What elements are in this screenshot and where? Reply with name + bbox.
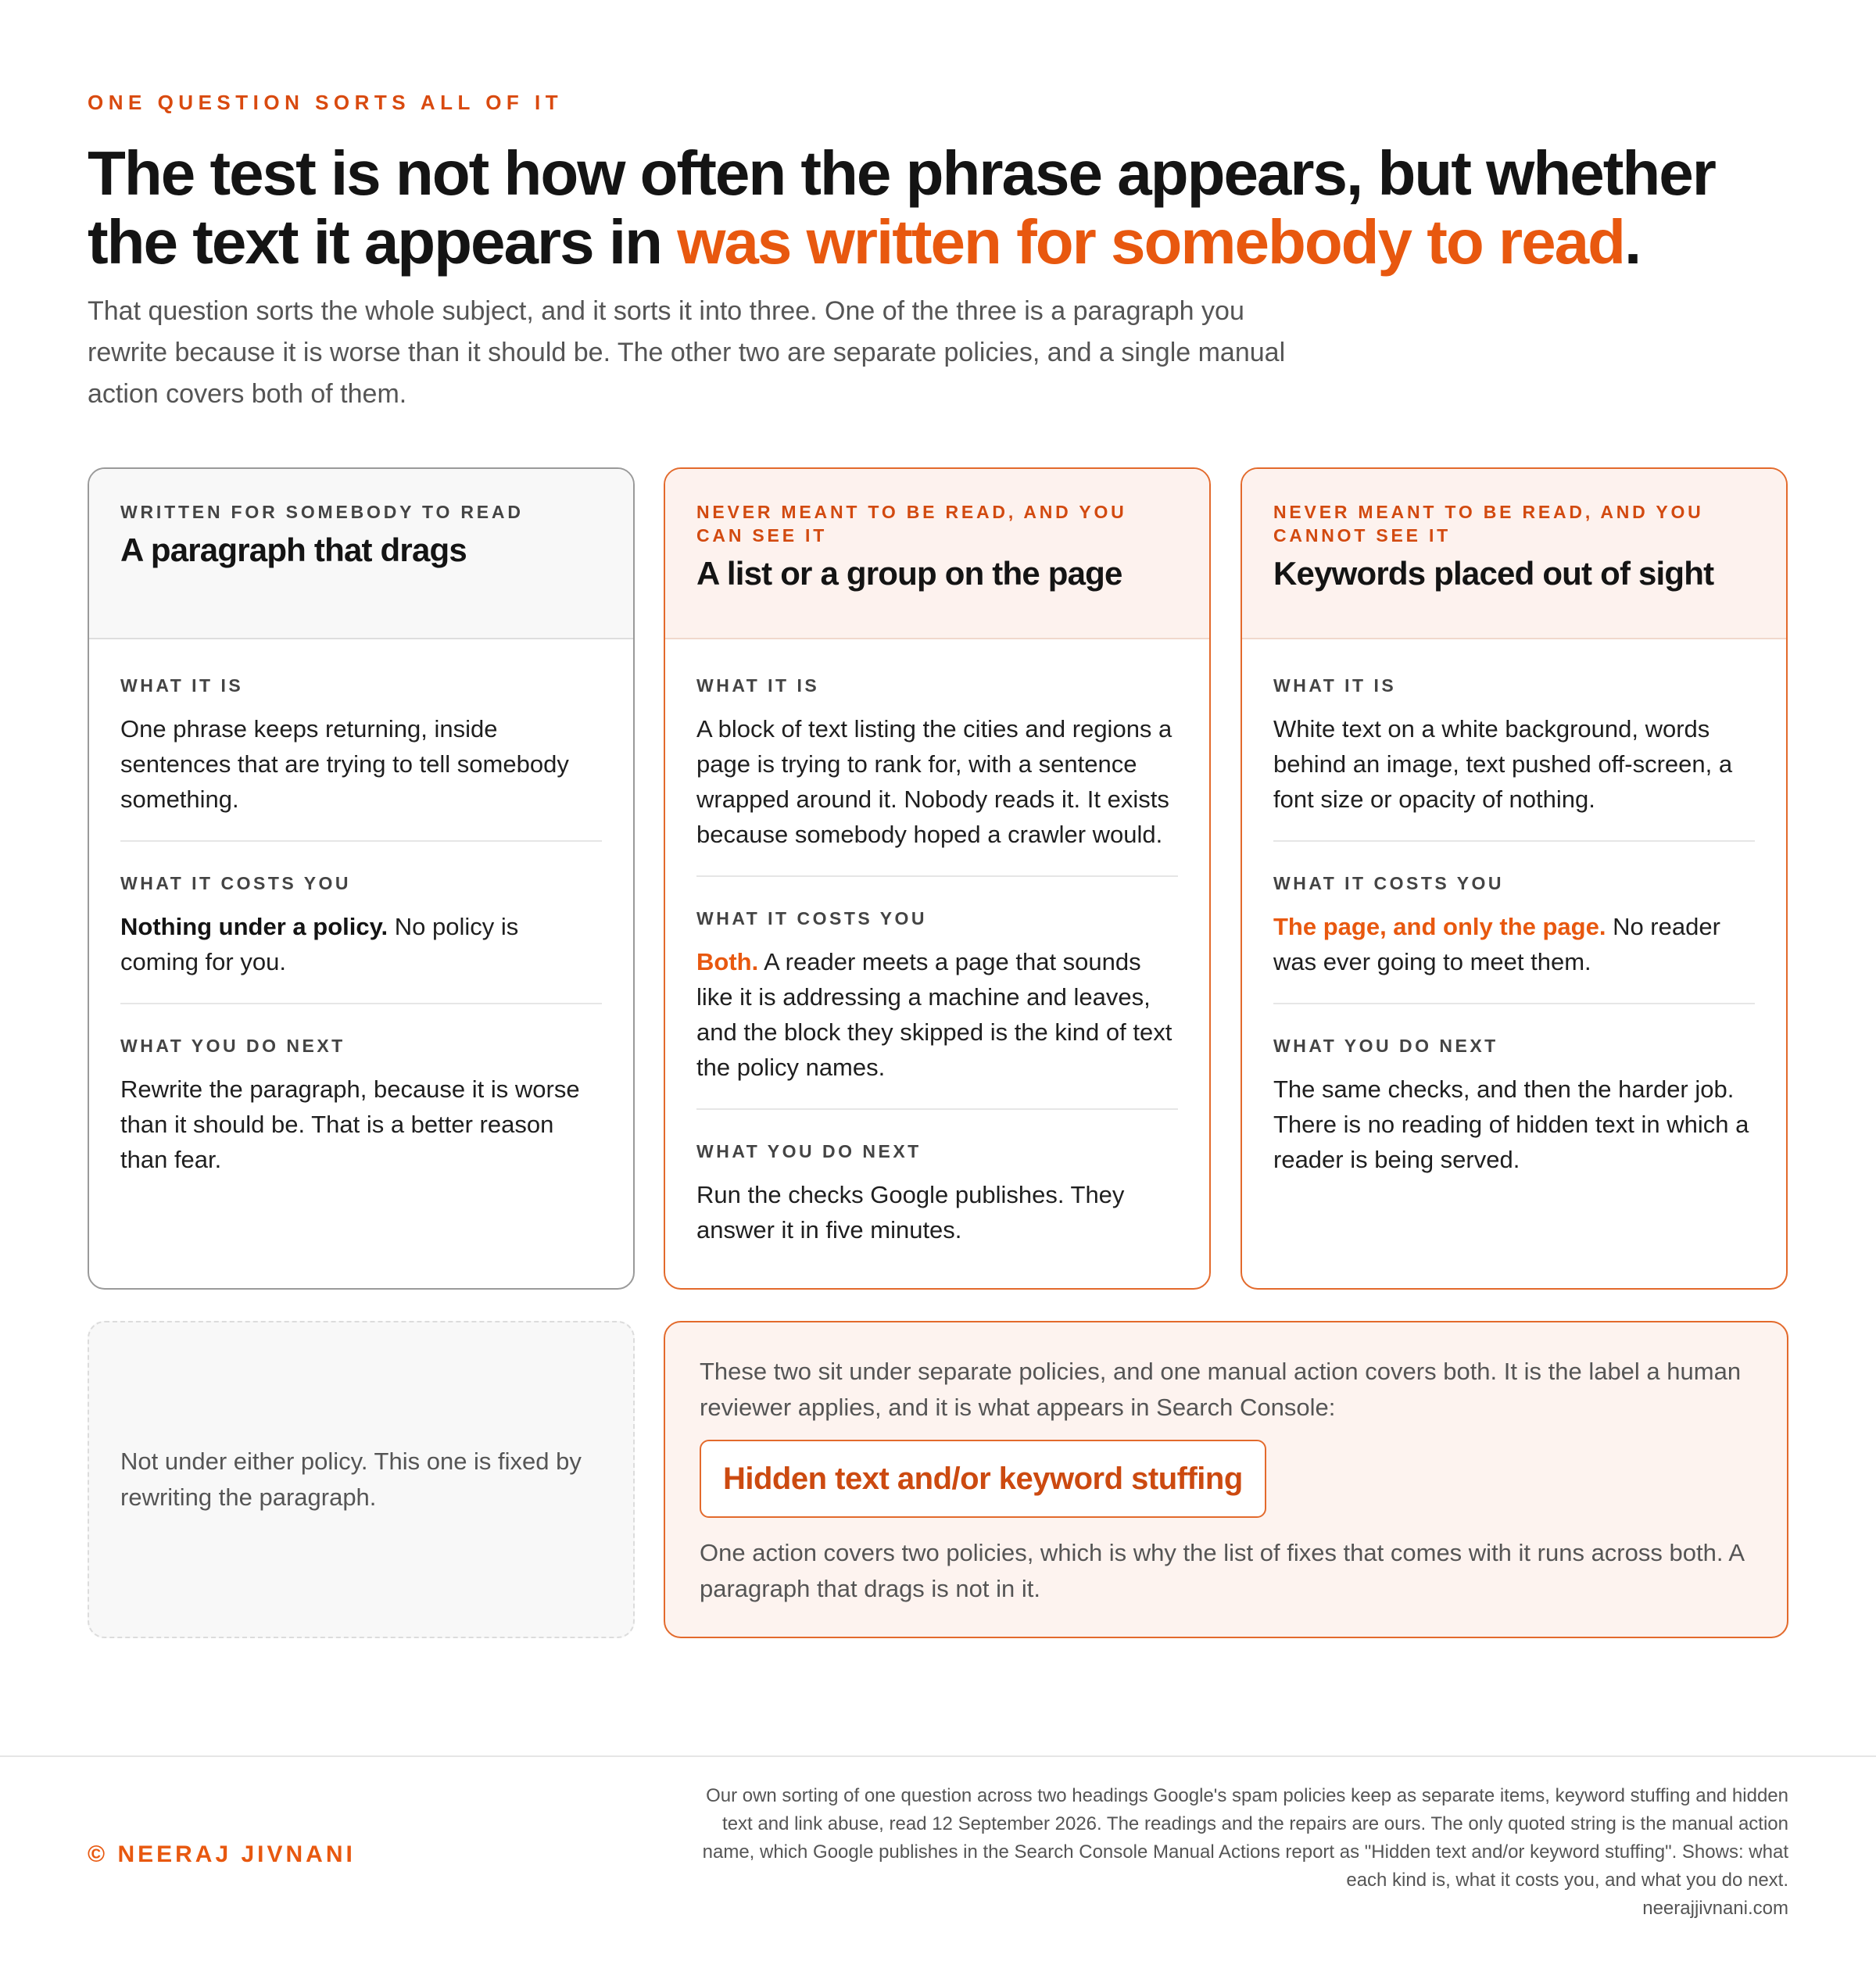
- headline-accent: was written for somebody to read: [677, 207, 1624, 277]
- section-lead: Nothing under a policy.: [120, 913, 388, 940]
- section-body: The same checks, and then the harder job. There is no reading of hidden text in which a reader is being served.: [1273, 1075, 1749, 1173]
- section-text: [1273, 1072, 1755, 1177]
- section-body: A reader meets a page that sounds like it is addressing a machine and leaves, and the block they skipped is the kind of text the policy names.: [696, 948, 1172, 1081]
- section-what-next: [1273, 1034, 1755, 1201]
- section-label: WHAT YOU DO NEXT: [1273, 1036, 1498, 1056]
- source-notes: [694, 1782, 1788, 1923]
- section-label: WHAT IT COSTS YOU: [1273, 873, 1505, 893]
- card-body: [89, 639, 633, 1201]
- section-text: [1273, 909, 1755, 979]
- note-text: Not under either policy. This one is fixed by rewriting the paragraph.: [120, 1448, 582, 1511]
- headline: [88, 139, 1807, 277]
- card-hidden-keywords: [1241, 467, 1788, 1290]
- card-header: [665, 469, 1209, 639]
- site-link[interactable]: neerajjivnani.com: [1642, 1898, 1788, 1919]
- section-text: [1273, 711, 1755, 817]
- section-label: WHAT IT IS: [1273, 675, 1397, 696]
- section-what-it-costs: [696, 907, 1178, 1110]
- manual-action-name: Hidden text and/or keyword stuffing: [700, 1440, 1266, 1518]
- kicker: ONE QUESTION SORTS ALL OF IT: [88, 91, 564, 114]
- section-body: Run the checks Google publishes. They answer it in five minutes.: [696, 1181, 1125, 1244]
- card-visible-list: [664, 467, 1211, 1290]
- card-title: Keywords placed out of sight: [1273, 555, 1714, 592]
- card-title: A paragraph that drags: [120, 531, 467, 568]
- section-lead: The page, and only the page.: [1273, 913, 1606, 940]
- section-what-it-is: [696, 674, 1178, 877]
- card-title: A list or a group on the page: [696, 555, 1122, 592]
- action-outro: One action covers two policies, which is why the list of fixes that comes with it runs across both. A paragraph that drags is not in it.: [700, 1539, 1744, 1602]
- manual-action-box: [664, 1321, 1788, 1638]
- section-label: WHAT YOU DO NEXT: [696, 1141, 922, 1161]
- section-text: [696, 944, 1178, 1085]
- not-under-policy-note: [88, 1321, 635, 1638]
- section-what-it-costs: [120, 871, 602, 1004]
- section-text: [120, 711, 602, 817]
- card-body: [1242, 639, 1786, 1201]
- section-body: White text on a white background, words behind an image, text pushed off-screen, a font size or opacity of nothing.: [1273, 715, 1733, 813]
- footer-divider: [0, 1755, 1876, 1757]
- section-lead: Both.: [696, 948, 759, 975]
- section-body: No policy is coming for you.: [120, 913, 519, 975]
- section-label: WHAT IT COSTS YOU: [696, 908, 928, 929]
- headline-end: .: [1624, 207, 1641, 277]
- section-label: WHAT IT IS: [696, 675, 820, 696]
- section-text: [696, 711, 1178, 852]
- brand-credit: © NEERAJ JIVNANI: [88, 1841, 356, 1867]
- section-what-next: [696, 1140, 1178, 1271]
- section-text: [120, 1072, 602, 1177]
- card-paragraph-drags: [88, 467, 635, 1290]
- section-what-it-is: [1273, 674, 1755, 842]
- card-eyebrow: WRITTEN FOR SOMEBODY TO READ: [120, 502, 524, 522]
- section-label: WHAT IT IS: [120, 675, 244, 696]
- section-body: A block of text listing the cities and regions a page is trying to rank for, with a sentence wrapped around it. Nobody reads it. It exists because somebody hoped a crawler would.: [696, 715, 1172, 848]
- card-header: [1242, 469, 1786, 639]
- section-what-next: [120, 1034, 602, 1201]
- headline-main: The test is not how often the phrase appears, but whether the text it appears in: [88, 138, 1715, 277]
- action-intro: These two sit under separate policies, and one manual action covers both. It is the label a human reviewer applies, and it is what appears in Search Console:: [700, 1358, 1742, 1421]
- intro-paragraph: That question sorts the whole subject, and it sorts it into three. One of the three is a paragraph you rewrite because it is worse than it should be. The other two are separate policies, and a single manual action covers both of them.: [88, 296, 1286, 409]
- section-body: Rewrite the paragraph, because it is worse than it should be. That is a better reason than fear.: [120, 1075, 580, 1173]
- source-text: Our own sorting of one question across two headings Google's spam policies keep as separate items, keyword stuffing and hidden text and link abuse, read 12 September 2026. The readings and the repairs are ours. The only quoted string is the manual action name, which Google publishes in the Search Console Manual Actions report as "Hidden text and/or keyword stuffing". Shows: what each kind is, what it costs you, and what you do next.: [702, 1785, 1788, 1891]
- card-body: [665, 639, 1209, 1271]
- section-what-it-costs: [1273, 871, 1755, 1004]
- section-text: [120, 909, 602, 979]
- card-eyebrow: NEVER MEANT TO BE READ, AND YOU CAN SEE IT: [696, 502, 1127, 546]
- section-what-it-is: [120, 674, 602, 842]
- section-body: One phrase keeps returning, inside sentences that are trying to tell somebody something.: [120, 715, 569, 813]
- section-text: [696, 1177, 1178, 1247]
- section-body: No reader was ever going to meet them.: [1273, 913, 1720, 975]
- card-header: [89, 469, 633, 639]
- section-label: WHAT YOU DO NEXT: [120, 1036, 345, 1056]
- card-eyebrow: NEVER MEANT TO BE READ, AND YOU CANNOT SEE IT: [1273, 502, 1704, 546]
- section-label: WHAT IT COSTS YOU: [120, 873, 352, 893]
